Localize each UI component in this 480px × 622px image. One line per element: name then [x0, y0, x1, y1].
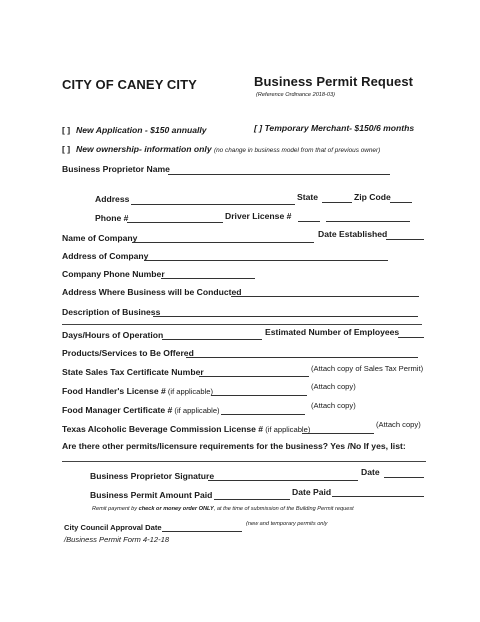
new-ownership-note: (no change in business model from that of previous owner)	[214, 147, 381, 154]
new-ownership-row	[76, 144, 380, 154]
employees-field[interactable]	[398, 337, 424, 338]
description-field[interactable]	[153, 316, 418, 317]
food-handler-note: (Attach copy)	[311, 382, 356, 391]
new-ownership-label: New ownership- information only	[76, 144, 212, 154]
food-manager-field[interactable]	[221, 414, 305, 415]
amount-paid-field[interactable]	[214, 499, 290, 500]
other-permits-question: Are there other permits/licensure requirements for the business? Yes /No If yes, list:	[62, 441, 406, 451]
food-handler-label: Food Handler's License #	[62, 386, 166, 396]
employees-label: Estimated Number of Employees	[265, 327, 400, 337]
signature-date-label: Date	[361, 467, 380, 477]
other-permits-field[interactable]	[62, 461, 426, 462]
description-field-extra[interactable]	[62, 324, 422, 325]
description-label: Description of Business	[62, 307, 161, 317]
council-approval-note: (new and temporary permits only	[246, 521, 328, 527]
products-field[interactable]	[186, 357, 418, 358]
days-hours-field[interactable]	[162, 339, 262, 340]
state-field[interactable]	[322, 202, 352, 203]
tabc-label: Texas Alcoholic Beverage Commission License #	[62, 424, 264, 434]
sales-tax-note: (Attach copy of Sales Tax Permit)	[311, 364, 424, 373]
remit-suffix: , at the time of submission of the Building Permit request	[213, 506, 354, 512]
food-handler-field[interactable]	[211, 395, 307, 396]
date-paid-label: Date Paid	[292, 487, 332, 497]
zip-label: Zip Code	[354, 192, 391, 202]
tabc-note: (Attach copy)	[376, 420, 421, 429]
food-manager-note: (Attach copy)	[311, 401, 356, 410]
date-paid-field[interactable]	[332, 496, 424, 497]
tabc-paren: (if applicable)	[263, 425, 311, 434]
food-handler-row	[62, 386, 213, 396]
sales-tax-label: State Sales Tax Certificate Number	[62, 367, 204, 377]
state-label: State	[297, 192, 319, 202]
remit-prefix: Remit payment by	[92, 506, 139, 512]
days-hours-label: Days/Hours of Operation	[62, 330, 164, 340]
form-identifier: /Business Permit Form 4-12-18	[64, 535, 170, 544]
remit-payment-note	[92, 506, 354, 512]
drivers-license-field-b[interactable]	[326, 221, 410, 222]
remit-emphasis: check or money order ONLY	[138, 506, 214, 512]
tabc-field[interactable]	[302, 433, 374, 434]
business-location-label: Address Where Business will be Conducted	[62, 287, 242, 297]
new-application-label: New Application - $150 annually	[76, 125, 207, 135]
drivers-license-label: Driver License #	[225, 211, 292, 221]
drivers-license-field-a[interactable]	[298, 221, 320, 222]
phone-label: Phone #	[95, 213, 129, 223]
proprietor-signature-label: Business Proprietor Signature	[90, 471, 215, 481]
address-label: Address	[95, 194, 130, 204]
company-phone-label: Company Phone Number	[62, 269, 165, 279]
company-phone-field[interactable]	[161, 278, 255, 279]
food-handler-paren: (if applicable)	[165, 387, 214, 396]
food-manager-row	[62, 405, 220, 415]
business-location-field[interactable]	[231, 296, 419, 297]
proprietor-signature-field[interactable]	[208, 480, 358, 481]
products-label: Products/Services to Be Offered	[62, 348, 194, 358]
date-established-label: Date Established	[318, 229, 388, 239]
temporary-merchant-option[interactable]: [ ] Temporary Merchant- $150/6 months	[254, 123, 415, 133]
council-approval-label: City Council Approval Date	[64, 523, 162, 532]
company-address-field[interactable]	[144, 260, 388, 261]
proprietor-name-field[interactable]	[168, 174, 390, 175]
amount-paid-label: Business Permit Amount Paid	[90, 490, 213, 500]
sales-tax-field[interactable]	[199, 376, 309, 377]
proprietor-name-label: Business Proprietor Name	[62, 164, 170, 174]
new-ownership-checkbox[interactable]: [ ]	[62, 144, 71, 154]
phone-field[interactable]	[127, 222, 223, 223]
form-title: Business Permit Request	[254, 74, 414, 89]
reference-ordinance: (Reference Ordinance 2018-03)	[256, 92, 335, 98]
zip-field[interactable]	[390, 202, 412, 203]
food-manager-paren: (if applicable)	[172, 406, 220, 415]
signature-date-field[interactable]	[384, 477, 424, 478]
city-name: CITY OF CANEY CITY	[62, 77, 197, 92]
address-field[interactable]	[131, 204, 295, 205]
council-approval-field[interactable]	[162, 531, 242, 532]
company-name-label: Name of Company	[62, 233, 138, 243]
food-manager-label: Food Manager Certificate #	[62, 405, 173, 415]
company-address-label: Address of Company	[62, 251, 149, 261]
tabc-row	[62, 424, 310, 434]
date-established-field[interactable]	[386, 239, 424, 240]
company-name-field[interactable]	[132, 242, 314, 243]
new-application-checkbox[interactable]: [ ]	[62, 125, 71, 135]
